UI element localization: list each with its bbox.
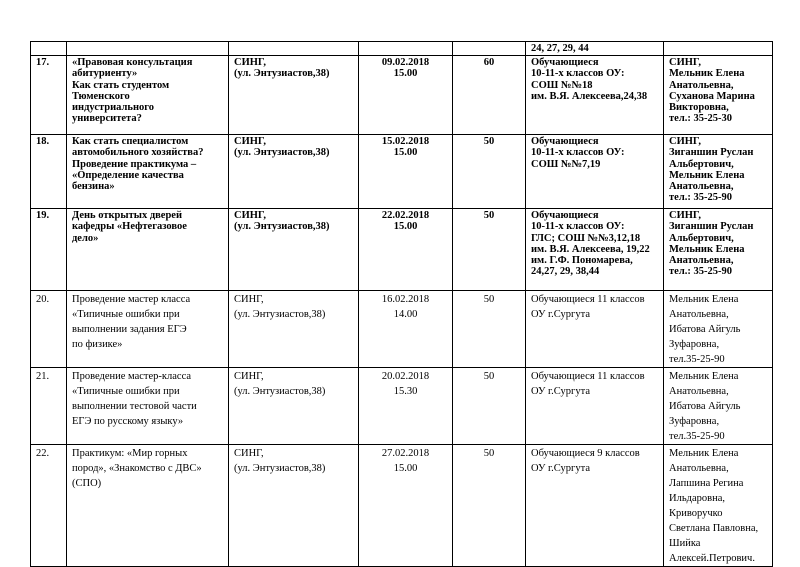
- row-number-cell: [31, 42, 67, 56]
- table-row: [31, 56, 773, 135]
- contact-person-cell: СИНГ, Зиганшин Руслан Альбертович, Мельник Елена Анатольевна, тел.: 35-25-90: [664, 135, 773, 209]
- event-place-cell: [229, 42, 359, 56]
- row-number-cell: 17.: [31, 56, 67, 135]
- audience-cell: Обучающиеся 10-11-х классов ОУ: СОШ №№18 им. В.Я. Алексеева,24,38: [526, 56, 664, 135]
- contact-person-cell: [664, 42, 773, 56]
- row-number-cell: 21.: [31, 368, 67, 445]
- contact-person-cell: СИНГ, Мельник Елена Анатольевна, Суханова Марина Викторовна, тел.: 35-25-30: [664, 56, 773, 135]
- audience-cell: Обучающиеся 9 классов ОУ г.Сургута: [526, 445, 664, 567]
- row-number-cell: 22.: [31, 445, 67, 567]
- event-place-cell: СИНГ, (ул. Энтузиастов,38): [229, 368, 359, 445]
- event-place-cell: СИНГ, (ул. Энтузиастов,38): [229, 56, 359, 135]
- contact-person-cell: СИНГ, Зиганшин Руслан Альбертович, Мельник Елена Анатольевна, тел.: 35-25-90: [664, 209, 773, 291]
- row-number-cell: 20.: [31, 291, 67, 368]
- event-date-cell: 09.02.2018 15.00: [359, 56, 453, 135]
- row-number-cell: 18.: [31, 135, 67, 209]
- contact-person-cell: Мельник Елена Анатольевна, Лапшина Регина Ильдаровна, Криворучко Светлана Павловна, Шийка Алексей.Петрович.: [664, 445, 773, 567]
- event-date-cell: 22.02.2018 15.00: [359, 209, 453, 291]
- row-number-cell: 19.: [31, 209, 67, 291]
- event-title-cell: Практикум: «Мир горных пород», «Знакомство с ДВС» (СПО): [67, 445, 229, 567]
- audience-cell: Обучающиеся 10-11-х классов ОУ: СОШ №№7,19: [526, 135, 664, 209]
- table-row: [31, 209, 773, 291]
- participant-count-cell: [453, 42, 526, 56]
- event-title-cell: Проведение мастер класса «Типичные ошибки при выполнении задания ЕГЭ по физике»: [67, 291, 229, 368]
- event-place-cell: СИНГ, (ул. Энтузиастов,38): [229, 135, 359, 209]
- audience-cell: Обучающиеся 11 классов ОУ г.Сургута: [526, 368, 664, 445]
- event-title-cell: День открытых дверей кафедры «Нефтегазовое дело»: [67, 209, 229, 291]
- event-title-cell: «Правовая консультация абитуриенту» Как стать студентом Тюменского индустриального университета?: [67, 56, 229, 135]
- event-date-cell: 27.02.2018 15.00: [359, 445, 453, 567]
- contact-person-cell: Мельник Елена Анатольевна, Ибатова Айгуль Зуфаровна, тел.35-25-90: [664, 291, 773, 368]
- event-title-cell: Проведение мастер-класса «Типичные ошибки при выполнении тестовой части ЕГЭ по русскому языку»: [67, 368, 229, 445]
- event-place-cell: СИНГ, (ул. Энтузиастов,38): [229, 445, 359, 567]
- participant-count-cell: 50: [453, 445, 526, 567]
- table-row: [31, 42, 773, 56]
- events-table: [30, 41, 773, 567]
- event-place-cell: СИНГ, (ул. Энтузиастов,38): [229, 209, 359, 291]
- event-title-cell: [67, 42, 229, 56]
- participant-count-cell: 50: [453, 291, 526, 368]
- event-title-cell: Как стать специалистом автомобильного хозяйства? Проведение практикума – «Определение качества бензина»: [67, 135, 229, 209]
- event-date-cell: 15.02.2018 15.00: [359, 135, 453, 209]
- event-date-cell: 16.02.2018 14.00: [359, 291, 453, 368]
- contact-person-cell: Мельник Елена Анатольевна, Ибатова Айгуль Зуфаровна, тел.35-25-90: [664, 368, 773, 445]
- table-row: [31, 291, 773, 368]
- table-row: [31, 135, 773, 209]
- table-row: [31, 368, 773, 445]
- table-row: [31, 445, 773, 567]
- audience-cell: Обучающиеся 10-11-х классов ОУ: ГЛС; СОШ №№3,12,18 им. В.Я. Алексеева, 19,22 им. Г.Ф. Пономарева, 24,27, 29, 38,44: [526, 209, 664, 291]
- event-place-cell: СИНГ, (ул. Энтузиастов,38): [229, 291, 359, 368]
- event-date-cell: 20.02.2018 15.30: [359, 368, 453, 445]
- participant-count-cell: 60: [453, 56, 526, 135]
- participant-count-cell: 50: [453, 135, 526, 209]
- participant-count-cell: 50: [453, 209, 526, 291]
- event-date-cell: [359, 42, 453, 56]
- participant-count-cell: 50: [453, 368, 526, 445]
- audience-cell: Обучающиеся 11 классов ОУ г.Сургута: [526, 291, 664, 368]
- audience-cell: 24, 27, 29, 44: [526, 42, 664, 56]
